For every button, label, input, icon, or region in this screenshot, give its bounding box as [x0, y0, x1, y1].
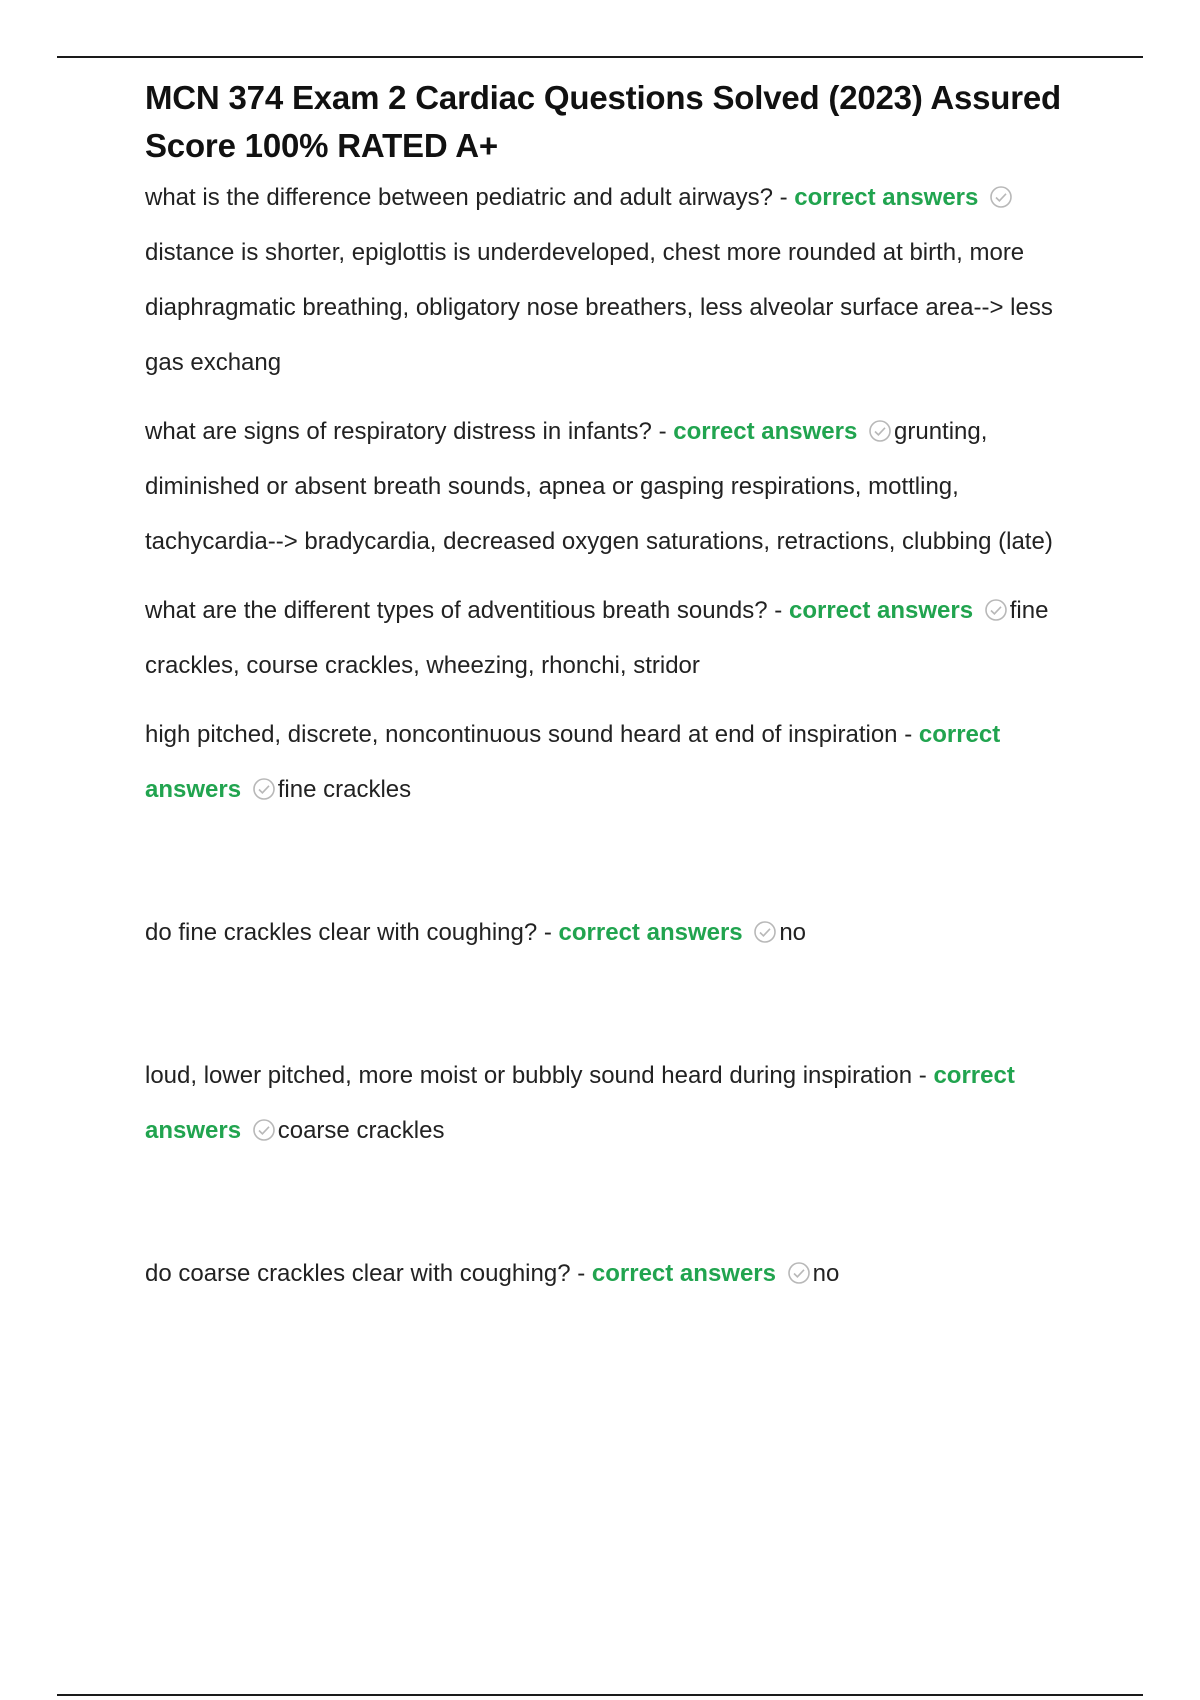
qa-item — [145, 1048, 1090, 1158]
answer-text: grunting, diminished or absent breath sounds, apnea or gasping respirations, mottling, tachycardia--> bradycardia, decreased oxygen saturations, retractions, clubbing (late) — [145, 418, 1053, 555]
question-text: what is the difference between pediatric and adult airways? - — [145, 184, 795, 211]
answer-marker: correct answers — [591, 1260, 776, 1287]
question-text: do fine crackles clear with coughing? - — [145, 919, 559, 946]
answer-text: no — [779, 919, 807, 946]
check-circle-icon — [868, 419, 892, 443]
check-circle-icon — [252, 777, 276, 801]
check-circle-icon — [787, 1261, 811, 1285]
document-body — [145, 74, 1090, 1301]
document-title: MCN 374 Exam 2 Cardiac Questions Solved (2023) Assured Score 100% RATED A+ — [145, 79, 1062, 164]
qa-item — [145, 583, 1090, 693]
question-text: do coarse crackles clear with coughing? - — [145, 1260, 592, 1287]
check-circle-icon — [252, 1118, 276, 1142]
check-circle-icon — [984, 598, 1008, 622]
bottom-rule — [57, 1694, 1143, 1696]
answer-marker: correct answers — [145, 721, 1001, 803]
top-rule — [57, 56, 1143, 58]
check-circle-icon — [989, 185, 1013, 209]
answer-text: fine crackles — [277, 776, 412, 803]
answer-text: no — [812, 1260, 840, 1287]
question-text: what are signs of respiratory distress in infants? - — [145, 418, 674, 445]
question-text: high pitched, discrete, noncontinuous sound heard at end of inspiration - — [145, 721, 919, 748]
qa-item — [145, 1246, 1090, 1301]
answer-marker: correct answers — [794, 184, 979, 211]
answer-marker: correct answers — [558, 919, 743, 946]
question-text: loud, lower pitched, more moist or bubbly sound heard during inspiration - — [145, 1062, 934, 1089]
check-circle-icon — [753, 920, 777, 944]
qa-item — [145, 707, 1090, 817]
answer-text: distance is shorter, epiglottis is underdeveloped, chest more rounded at birth, more diaphragmatic breathing, obligatory nose breathers, less alveolar surface area--> less gas exchang — [145, 239, 1053, 376]
qa-item — [145, 170, 1090, 390]
answer-text: fine crackles, course crackles, wheezing, rhonchi, stridor — [145, 597, 1049, 679]
answer-text: coarse crackles — [277, 1117, 445, 1144]
qa-item — [145, 404, 1090, 569]
answer-marker: correct answers — [145, 1062, 1015, 1144]
answer-marker: correct answers — [673, 418, 858, 445]
qa-item — [145, 905, 1090, 960]
question-text: what are the different types of adventitious breath sounds? - — [145, 597, 789, 624]
answer-marker: correct answers — [788, 597, 974, 624]
